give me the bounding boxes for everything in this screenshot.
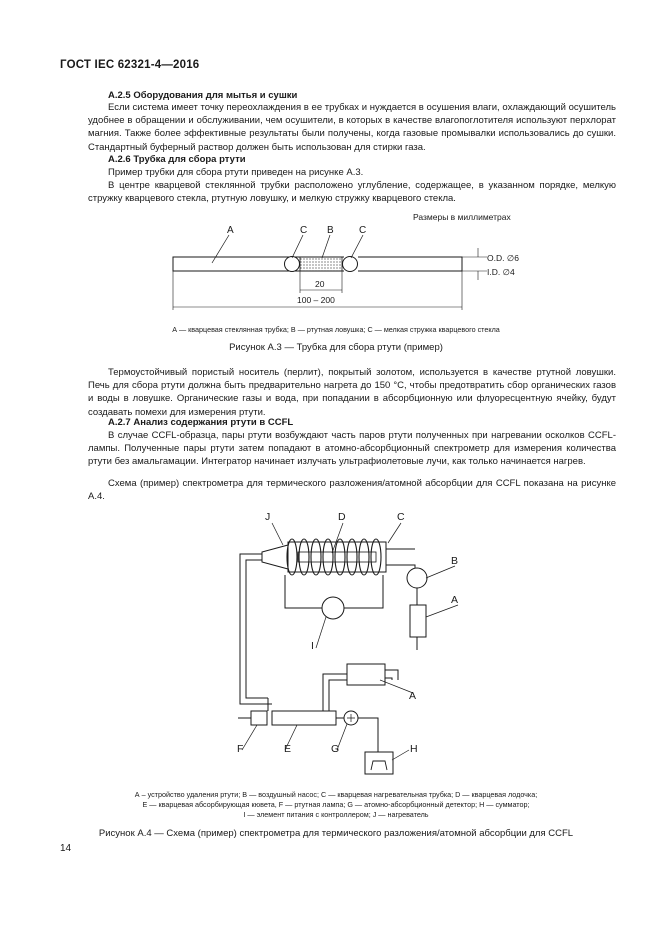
fig4-label-g: G bbox=[331, 743, 340, 755]
fig4-label-i: I bbox=[311, 640, 314, 652]
fig3-inner-diameter: I.D. ∅4 bbox=[487, 267, 515, 277]
fig3-caption: Рисунок А.3 — Трубка для сбора ртути (пример) bbox=[229, 342, 443, 353]
section-text-a27-2-body: Схема (пример) спектрометра для термического разложения/атомной абсорбции для CCFL показана на рисунке А.4. bbox=[88, 478, 616, 503]
fig4-legend-line1: А – устройство удаления ртути; В — воздушный насос; С — кварцевая нагревательная трубка; D — кварцевая лодочка; bbox=[134, 790, 538, 799]
fig4-label-a1: A bbox=[451, 594, 459, 606]
mercury-remover-upper bbox=[410, 605, 426, 637]
fig3-outer-diameter: O.D. ∅6 bbox=[487, 253, 519, 263]
section-heading-a26: А.2.6 Трубка для сбора ртути bbox=[108, 154, 246, 165]
section-text-a27-1 bbox=[88, 429, 616, 469]
fig3-label-c1: C bbox=[300, 225, 308, 236]
quartz-chips-right bbox=[343, 257, 358, 272]
fig4-label-d: D bbox=[338, 511, 346, 523]
mercury-trap bbox=[300, 257, 342, 271]
fig4-label-f: F bbox=[237, 743, 244, 755]
fig4-caption: Рисунок А.4 — Схема (пример) спектрометра для термического разложения/атомной абсорбции для CCFL bbox=[98, 828, 574, 839]
section-text-a26-2-body: В центре кварцевой стеклянной трубки расположено углубление, содержащее, в указанном порядке, мелкую стружку кварцевого стекла, ртутную ловушку, и мелкую стружку кварцевого стекла. bbox=[88, 180, 616, 205]
paragraph-after-fig3 bbox=[88, 366, 616, 419]
mercury-lamp bbox=[251, 711, 267, 725]
quartz-chips-left bbox=[285, 257, 300, 272]
document-header: ГОСТ IEC 62321-4—2016 bbox=[60, 59, 200, 71]
fig3-label-c2: C bbox=[359, 225, 367, 236]
section-text-a27-2 bbox=[88, 477, 616, 503]
fig4-legend-line3: I — элемент питания с контроллером; J — нагреватель bbox=[243, 810, 429, 819]
paragraph-after-fig3-body: Термоустойчивый пористый носитель (перлит), покрытый золотом, используется в качестве ртутной ловушки. Печь для сбора ртути должна быть предварительно нагрета до 150 °С, чтобы предотвратить сбор органических газов и воды в ловушке. Органические газы и вода, при попадании в абсорбционную или флуоресцентную ячейку, будут создавать помехи для измерения ртути. bbox=[88, 367, 616, 418]
fig3-label-a: A bbox=[227, 225, 234, 236]
fig4-label-c: C bbox=[397, 511, 405, 523]
fig4-legend-line2: Е — кварцевая абсорбирующая кювета, F — ртутная лампа; G — атомно-абсорбционный детектор; Н — сумматор; bbox=[142, 800, 530, 809]
page-number: 14 bbox=[60, 843, 72, 854]
power-supply-controller bbox=[322, 597, 344, 619]
mercury-remover-lower bbox=[347, 664, 385, 685]
fig3-dim-100-200: 100 – 200 bbox=[297, 295, 335, 305]
section-text-a25-body: Если система имеет точку переохлаждения в ее трубках и нуждается в осушения влаги, охлаждающий осушитель удобнее в обращении и обслуживании, чем осушители, в которых в качестве влагопоглотителя используют перхлорат магния. Также более эффективные результаты были получены, когда газовые промывалки использовались до сушки. Стандартный буферный раствор должен быть использован для стирки газа. bbox=[88, 102, 616, 153]
quartz-boat bbox=[298, 552, 376, 562]
section-text-a26-1-body: Пример трубки для сбора ртути приведен на рисунке А.3. bbox=[108, 167, 364, 178]
absorption-cuvette bbox=[272, 711, 336, 725]
fig4-label-h: H bbox=[410, 743, 418, 755]
figure-a4-diagram bbox=[0, 505, 661, 785]
fig3-label-b: B bbox=[327, 225, 334, 236]
fig3-dim-20: 20 bbox=[315, 279, 325, 289]
integrator bbox=[365, 752, 393, 774]
fig4-label-j: J bbox=[265, 511, 271, 523]
fig4-label-e: E bbox=[284, 743, 292, 755]
section-text-a26-2 bbox=[88, 179, 616, 205]
figure-a3-diagram bbox=[0, 205, 661, 335]
air-pump bbox=[407, 568, 427, 588]
fig4-label-a2: A bbox=[409, 690, 417, 702]
section-text-a25 bbox=[88, 101, 616, 154]
section-heading-a25: А.2.5 Оборудования для мытья и сушки bbox=[108, 90, 298, 101]
section-text-a26-1 bbox=[88, 166, 616, 179]
heater-coil bbox=[287, 539, 381, 575]
fig3-units-note: Размеры в миллиметрах bbox=[413, 212, 511, 222]
fig4-label-b: B bbox=[451, 555, 459, 567]
section-text-a27-1-body: В случае CCFL-образца, пары ртути возбуждают часть паров ртути полученных при нагревании осколков CCFL-лампы. Полученные пары ртути затем попадают в атомно-абсорбционный спектрометр для измерения количества ртути без амальгамации. Интегратор начинает излучать ультрафиолетовые лучи, как только начинается нагрев. bbox=[88, 430, 616, 468]
fig3-legend: А — кварцевая стеклянная трубка; В — ртутная ловушка; С — мелкая стружка кварцевого стекла bbox=[172, 325, 500, 334]
section-heading-a27: А.2.7 Анализ содержания ртути в CCFL bbox=[108, 417, 294, 428]
